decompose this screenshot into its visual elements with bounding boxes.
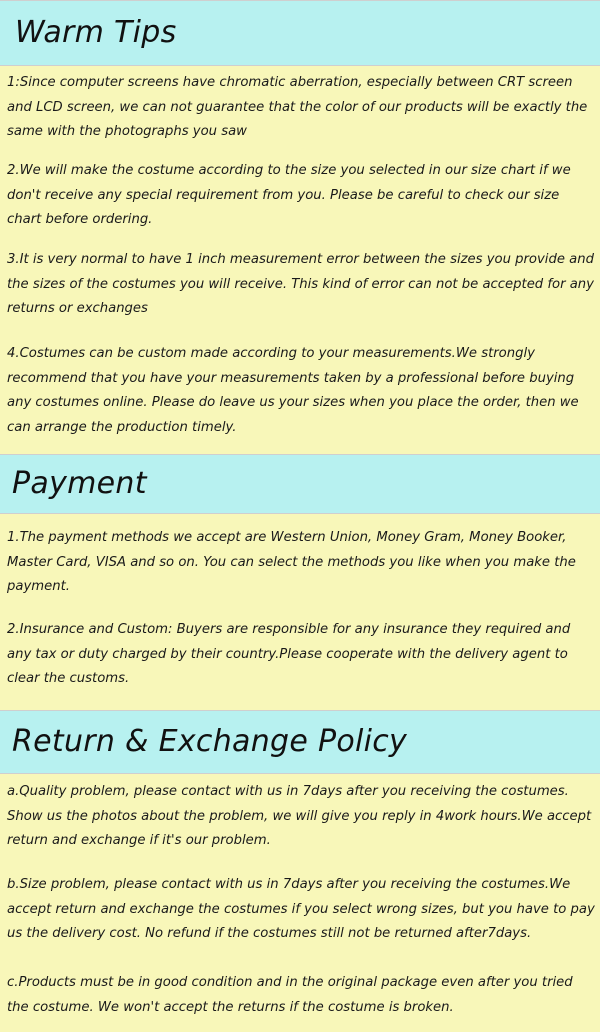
- payment-item-2: 2.Insurance and Custom: Buyers are responsible for any insurance they required and any tax or duty charged by their country.Please cooperate with the delivery agent to clear the customs.: [7, 622, 571, 686]
- payment-header: [0, 454, 600, 514]
- payment-body: [0, 514, 600, 710]
- return-policy-body: [0, 774, 600, 1032]
- return-item-a: a.Quality problem, please contact with us in 7days after you receiving the costumes. Show us the photos about the problem, we will give you reply in 4work hours.We accept return and exchange if it's our problem.: [7, 784, 592, 848]
- warm-tip-2: 2.We will make the costume according to the size you selected in our size chart if we don't receive any special requirement from you. Please be careful to check our size chart before ordering.: [7, 163, 571, 227]
- warm-tip-1: 1:Since computer screens have chromatic aberration, especially between CRT screen and LCD screen, we can not guarantee that the color of our products will be exactly the same with the photographs you saw: [7, 75, 588, 139]
- warm-tips-body: [0, 66, 600, 454]
- payment-title: Payment: [12, 466, 147, 501]
- warm-tip-4: 4.Costumes can be custom made according to your measurements.We strongly recommend that you have your measurements taken by a professional before buying any costumes online. Please do leave us your sizes when you place the order, then we can arrange the production timely.: [7, 346, 579, 435]
- return-policy-header: [0, 710, 600, 774]
- warm-tip-3: 3.It is very normal to have 1 inch measurement error between the sizes you provide and the sizes of the costumes you will receive. This kind of error can not be accepted for any returns or exchanges: [7, 252, 594, 316]
- payment-item-1: 1.The payment methods we accept are Western Union, Money Gram, Money Booker, Master Card, VISA and so on. You can select the methods you like when you make the payment.: [7, 530, 576, 594]
- warm-tips-header: [0, 0, 600, 66]
- return-item-b: b.Size problem, please contact with us in 7days after you receiving the costumes.We accept return and exchange the costumes if you select wrong sizes, but you have to pay us the delivery cost. No refund if the costumes still not be returned after7days.: [7, 877, 595, 941]
- return-policy-title: Return & Exchange Policy: [12, 724, 408, 759]
- return-item-c: c.Products must be in good condition and in the original package even after you tried the costume. We won't accept the returns if the costume is broken.: [7, 975, 573, 1015]
- warm-tips-title: Warm Tips: [15, 15, 177, 50]
